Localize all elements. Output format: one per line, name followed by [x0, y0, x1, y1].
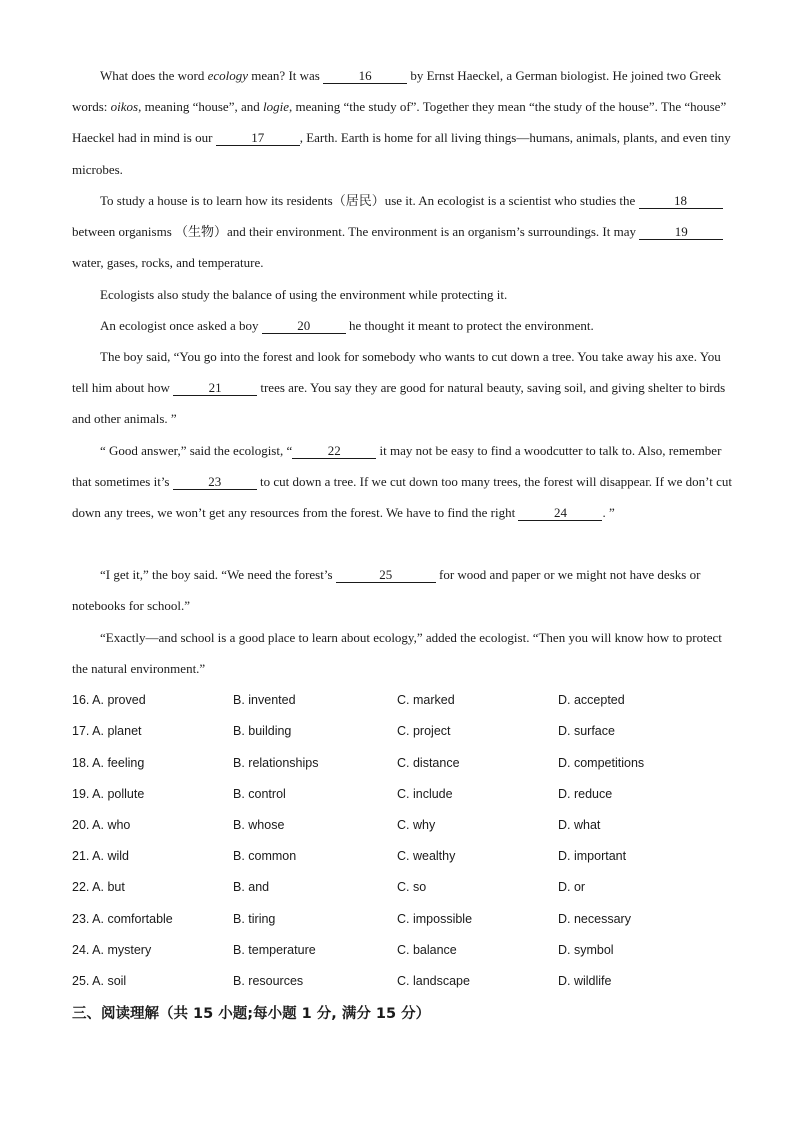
option-c: C. balance	[397, 943, 457, 957]
text: Ecologists also study the balance of using the environment while protecting it.	[100, 287, 508, 302]
option-d: D. wildlife	[558, 974, 612, 988]
text: To study a house is to learn how its residents（居民）use it. An ecologist is a scientist who studies the	[100, 193, 639, 208]
text: “I get it,” the boy said. “We need the forest’s	[100, 567, 336, 582]
option-d: D. important	[558, 849, 627, 863]
option-d: D. competitions	[558, 756, 645, 770]
option-a: 21. A. wild	[72, 849, 129, 863]
option-c: C. distance	[397, 756, 460, 770]
blank-23: 23	[173, 475, 257, 490]
option-a: 24. A. mystery	[72, 943, 152, 957]
option-c: C. marked	[397, 693, 455, 707]
option-b: B. tiring	[233, 912, 276, 926]
option-c: C. so	[397, 880, 427, 894]
question-17	[72, 721, 732, 741]
text-italic: logie	[263, 99, 289, 115]
text: “ Good answer,” said the ecologist, “	[100, 443, 293, 458]
option-a: 19. A. pollute	[72, 787, 145, 801]
option-c: C. why	[397, 818, 436, 832]
question-25	[72, 971, 732, 991]
text: it may not be easy to find a woodcutter to talk to. Also, remember that sometimes it’s	[72, 443, 722, 490]
question-23	[72, 909, 732, 929]
option-c: C. wealthy	[397, 849, 456, 863]
blank-16: 16	[323, 69, 407, 84]
text: What does the word	[100, 68, 208, 83]
blank-20: 20	[262, 319, 346, 334]
option-c: C. landscape	[397, 974, 470, 988]
text-italic: oikos	[110, 99, 139, 115]
option-d: D. surface	[558, 724, 615, 738]
passage-paragraph-1	[72, 60, 732, 185]
text-italic: ecology	[207, 68, 249, 83]
passage-paragraph-2	[72, 185, 732, 279]
option-c: C. include	[397, 787, 453, 801]
text: , Earth. Earth is home for all living things—humans, animals, plants, and even tiny microbes.	[72, 130, 731, 177]
passage-paragraph-8	[72, 622, 732, 684]
option-c: C. project	[397, 724, 451, 738]
text: between organisms （生物）and their environment. The environment is an organism’s surroundings. It may	[72, 224, 640, 240]
question-21	[72, 846, 732, 866]
option-b: B. building	[233, 724, 292, 738]
text: . ”	[602, 505, 615, 521]
option-b: B. resources	[233, 974, 304, 988]
option-b: B. whose	[233, 818, 285, 832]
option-d: D. or	[558, 880, 586, 894]
section-heading: 三、阅读理解（共 15 小题;每小题 1 分, 满分 15 分）	[72, 1006, 431, 1022]
option-a: 25. A. soil	[72, 974, 127, 988]
option-d: D. accepted	[558, 693, 625, 707]
option-b: B. control	[233, 787, 286, 801]
question-19	[72, 784, 732, 804]
option-d: D. reduce	[558, 787, 613, 801]
blank-21: 21	[173, 381, 257, 396]
blank-19: 19	[639, 225, 723, 240]
option-b: B. invented	[233, 693, 296, 707]
text: mean? It was	[248, 68, 324, 83]
option-d: D. necessary	[558, 912, 631, 926]
passage-paragraph-6	[72, 435, 732, 529]
text: for wood and paper or we might not have desks or notebooks for school.”	[72, 567, 701, 614]
option-b: B. and	[233, 880, 270, 894]
blank-22: 22	[292, 444, 376, 459]
passage-paragraph-7	[72, 559, 732, 621]
option-a: 18. A. feeling	[72, 756, 145, 770]
text: trees are. You say they are good for natural beauty, saving soil, and giving shelter to birds and other animals. ”	[72, 380, 726, 427]
question-18	[72, 753, 732, 773]
passage-paragraph-3	[72, 279, 732, 310]
text: “Exactly—and school is a good place to learn about ecology,” added the ecologist. “Then you will know how to protect the natural environment.”	[72, 630, 722, 677]
text: he thought it meant to protect the environment.	[345, 318, 594, 333]
option-d: D. symbol	[558, 943, 614, 957]
option-d: D. what	[558, 818, 601, 832]
option-a: 20. A. who	[72, 818, 131, 832]
option-a: 16. A. proved	[72, 693, 146, 707]
question-24	[72, 940, 732, 960]
blank-25: 25	[336, 568, 436, 583]
option-b: B. relationships	[233, 756, 319, 770]
question-16	[72, 690, 732, 710]
text: The boy said, “You go into the forest and look for somebody who wants to cut down a tree. You take away his axe. You tell him about how	[72, 349, 721, 396]
option-c: C. impossible	[397, 912, 473, 926]
option-a: 17. A. planet	[72, 724, 142, 738]
blank-24: 24	[518, 506, 602, 521]
text: by Ernst Haeckel, a German biologist. He joined two Greek words:	[72, 68, 722, 115]
option-a: 23. A. comfortable	[72, 912, 173, 926]
option-a: 22. A. but	[72, 880, 125, 894]
text: water, gases, rocks, and temperature.	[72, 255, 264, 271]
blank-18: 18	[639, 194, 723, 209]
text: to cut down a tree. If we cut down too many trees, the forest will disappear. If we don’t cut down any trees, we won’t get any resources from the forest. We have to find the right	[72, 474, 732, 521]
option-b: B. common	[233, 849, 297, 863]
text: , meaning “house”, and	[138, 99, 263, 115]
option-b: B. temperature	[233, 943, 316, 957]
passage-paragraph-5	[72, 341, 732, 435]
blank-17: 17	[216, 131, 300, 146]
question-22	[72, 877, 732, 897]
text: , meaning “the study of”. Together they mean “the study of the house”. The “house” Haeckel had in mind is our	[72, 99, 727, 146]
passage-paragraph-4	[72, 310, 732, 341]
text: An ecologist once asked a boy	[100, 318, 262, 333]
question-20	[72, 815, 732, 835]
